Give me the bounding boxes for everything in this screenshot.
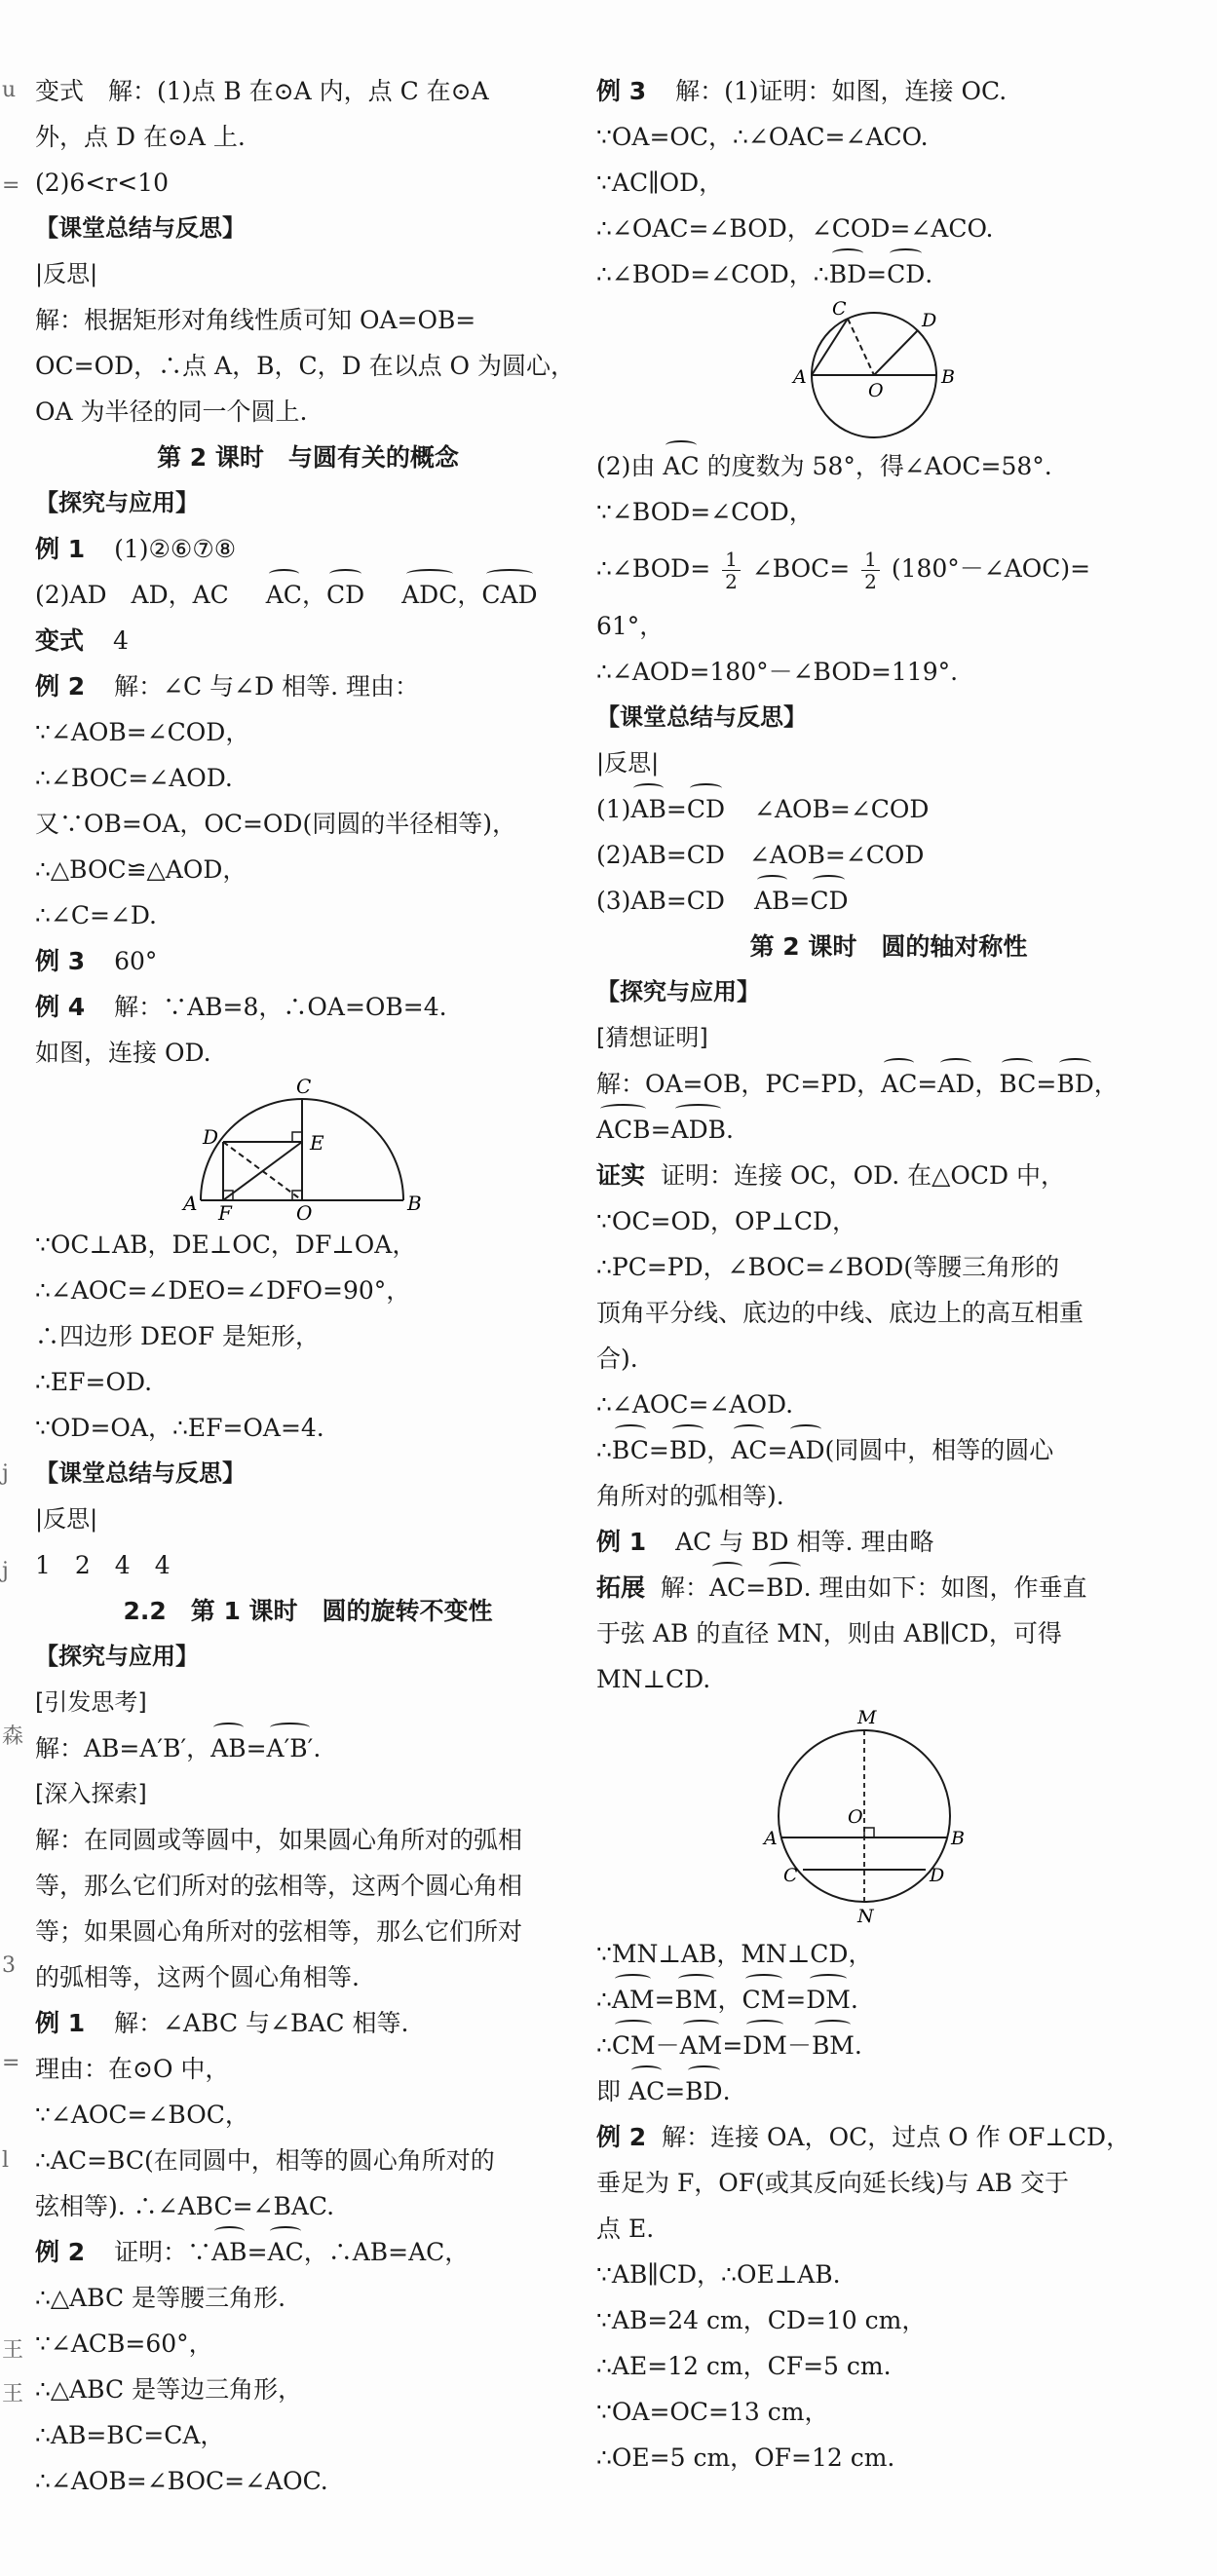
example-line	[596, 1565, 1181, 1610]
equals: =	[745, 1573, 767, 1602]
text-line: 角所对的弧相等).	[596, 1482, 784, 1510]
example-line	[35, 984, 581, 1030]
example-line	[35, 618, 581, 663]
equals: =	[1036, 1070, 1057, 1098]
text-line	[596, 1977, 1181, 2023]
arc-notation: AC	[709, 1565, 745, 1610]
point-label: A	[793, 366, 807, 388]
text-line	[596, 1107, 1181, 1153]
circle-diagram	[596, 297, 1181, 443]
section-heading: 【探究与应用】	[35, 489, 199, 516]
numerator: 1	[722, 549, 741, 571]
answer-text: (1)	[596, 795, 631, 823]
text-line: ∵∠AOC=∠BOC，	[35, 2101, 249, 2129]
arc-notation: AM	[680, 2023, 723, 2068]
example-label: 例 1	[596, 1528, 647, 1556]
fraction	[861, 549, 880, 592]
arc-notation: ADC	[401, 572, 457, 618]
text-line: 弦相等). ∴∠ABC=∠BAC.	[35, 2192, 335, 2220]
text-line: ∵AB=24 cm，CD=10 cm，	[596, 2306, 927, 2334]
text-line: ∴∠AOD=180°－∠BOD=119°.	[596, 658, 959, 686]
margin-mark: 3	[2, 1953, 16, 1978]
text-line: ∵AB∥CD，∴OE⊥AB.	[596, 2260, 841, 2289]
section-heading: 【课堂总结与反思】	[596, 703, 807, 731]
text-line	[596, 535, 1181, 603]
reflect-label: |反思|	[596, 749, 660, 777]
text-line: OC=OD，∴点 A，B，C，D 在以点 O 为圆心，	[35, 352, 575, 380]
example-label: 例 1	[35, 535, 86, 563]
right-column	[596, 68, 1181, 2481]
answer-text: 解：∵AB=8，∴OA=OB=4.	[114, 993, 447, 1021]
text-line: 合).	[596, 1345, 638, 1373]
arc-notation: DM	[806, 1977, 851, 2023]
arc-notation: AC	[881, 1061, 917, 1107]
point-label: C	[296, 1076, 312, 1098]
reflect-label: |反思|	[35, 260, 98, 287]
answer-text: ，∴AB=AC，	[303, 2238, 470, 2266]
margin-mark: u	[2, 78, 17, 102]
example-line	[35, 526, 581, 572]
text-line: ∴EF=OD.	[35, 1368, 153, 1396]
example-label: 例 4	[35, 993, 86, 1021]
text-line	[596, 2023, 1181, 2068]
text-line: ∴OE=5 cm，OF=12 cm.	[596, 2443, 895, 2472]
margin-mark: 王	[2, 2338, 24, 2363]
answer-text: ∴∠BOD=∠COD，∴	[596, 260, 829, 288]
extension-label: 拓展	[596, 1573, 646, 1602]
arc-notation: AM	[612, 1977, 655, 2023]
text-line	[35, 1725, 581, 1771]
text-line: 点 E.	[596, 2215, 655, 2243]
text-line: 等，那么它们所对的弦相等，这两个圆心角相	[35, 1872, 523, 1900]
text-line: 61°，	[596, 612, 665, 640]
arc-notation: BM	[675, 1977, 718, 2023]
period: .	[726, 1116, 734, 1144]
text-line: ∵MN⊥AB，MN⊥CD，	[596, 1940, 873, 1968]
point-label: C	[832, 298, 847, 320]
arc-notation: BM	[812, 2023, 855, 2068]
point-label: B	[951, 1828, 965, 1849]
arc-notation: CD	[810, 878, 848, 924]
numerator: 1	[861, 549, 880, 571]
arc-notation: AB	[211, 2229, 247, 2275]
separator: ，	[717, 1986, 742, 2014]
text-line: 解：在同圆或等圆中，如果圆心角所对的弧相	[35, 1826, 523, 1854]
margin-mark: =	[2, 2051, 20, 2075]
text-line: ∴∠C=∠D.	[35, 901, 157, 929]
arc-notation: CD	[687, 786, 725, 832]
equals: =	[666, 795, 687, 823]
text-line: 解：根据矩形对角线性质可知 OA=OB=	[35, 306, 476, 334]
chord-circle-figure	[596, 1702, 1181, 1931]
point-label: E	[310, 1131, 324, 1155]
answer-text: 60°	[114, 947, 158, 975]
arc-notation: BD	[829, 251, 866, 297]
chord-circle-diagram	[596, 1702, 1181, 1931]
arc-notation: BD	[685, 2068, 722, 2114]
variant-label: 变式	[35, 626, 85, 655]
point-label: O	[868, 380, 884, 401]
text-line	[596, 1061, 1181, 1107]
point-label: D	[930, 1865, 945, 1886]
text-line: ∴AC=BC(在同圆中，相等的圆心角所对的	[35, 2146, 495, 2175]
example-line	[35, 938, 581, 984]
point-label: B	[407, 1192, 422, 1215]
text-line	[596, 443, 1181, 489]
denominator: 2	[725, 570, 738, 593]
text-line: ∴PC=PD，∠BOC=∠BOD(等腰三角形的	[596, 1253, 1060, 1281]
answer-text: (2)由	[596, 452, 656, 480]
equals: =	[654, 1986, 675, 2014]
arc-notation: CD	[326, 572, 364, 618]
section-heading: 【探究与应用】	[35, 1643, 199, 1670]
equals: =	[648, 1436, 669, 1464]
text-line	[596, 878, 1181, 924]
subsection-box: [深入探索]	[35, 1780, 147, 1807]
arc-notation: A′B′	[267, 1725, 314, 1771]
point-label: D	[203, 1125, 219, 1149]
answer-text: 即	[596, 2077, 622, 2105]
answer-text: 解：连接 OA，OC，过点 O 作 OF⊥CD，	[662, 2123, 1131, 2151]
arc-notation: AC	[663, 443, 699, 489]
text-line: ∴AB=BC=CA，	[35, 2421, 225, 2449]
equals: =	[917, 1070, 938, 1098]
arc-notation: CM	[742, 1977, 786, 2023]
text-line: 垂足为 F，OF(或其反向延长线)与 AB 交于	[596, 2169, 1069, 2197]
arc-notation: AB	[210, 1725, 246, 1771]
arc-notation: CAD	[481, 572, 537, 618]
example-line	[596, 1153, 1181, 1198]
equals: =	[665, 2077, 686, 2105]
period: .	[722, 2077, 731, 2105]
section-heading: 【探究与应用】	[596, 978, 760, 1005]
text-line: 外，点 D 在⊙A 上.	[35, 123, 246, 151]
text-line: ∵∠ACB=60°，	[35, 2330, 213, 2358]
answer-text: 解：AB=A′B′，	[35, 1734, 211, 1762]
equals: =	[789, 887, 811, 915]
text-line: (2)6<r<10	[35, 169, 169, 197]
example-line	[35, 663, 581, 709]
text-line	[35, 572, 581, 618]
answer-text: ∴∠BOD=	[596, 554, 711, 583]
text-line	[596, 251, 1181, 297]
answer-text: AC 与 BD 相等. 理由略	[675, 1528, 934, 1556]
period: .	[854, 2031, 862, 2060]
text-line: ∵∠BOD=∠COD，	[596, 498, 814, 526]
margin-mark: l	[2, 2148, 10, 2173]
period: .	[850, 1986, 858, 2014]
minus: －	[655, 2031, 680, 2060]
answer-text: 解：	[661, 1573, 710, 1602]
answer-text: 证明：连接 OC，OD. 在△OCD 中，	[661, 1161, 1065, 1190]
example-label: 例 2	[35, 2238, 86, 2266]
equals: =	[866, 260, 888, 288]
subsection-box: [猜想证明]	[596, 1024, 708, 1051]
semicircle-figure	[35, 1076, 581, 1222]
text-line: ∵OD=OA，∴EF=OA=4.	[35, 1414, 324, 1442]
text-line: ∵OC⊥AB，DE⊥OC，DF⊥OA，	[35, 1231, 417, 1259]
text-line: ∴AE=12 cm，CF=5 cm.	[596, 2352, 892, 2380]
reflect-label: |反思|	[35, 1505, 98, 1533]
answer-text: (同圆中，相等的圆心	[824, 1436, 1054, 1464]
equals: =	[722, 2031, 743, 2060]
arc-notation: AC	[628, 2068, 665, 2114]
text-line: ∴∠AOC=∠DEO=∠DFO=90°，	[35, 1276, 411, 1305]
point-label: N	[857, 1906, 874, 1927]
text-line: 如图，连接 OD.	[35, 1039, 211, 1067]
point-label: B	[941, 366, 955, 388]
point-label: O	[296, 1201, 313, 1222]
answer-text: ∴	[596, 2031, 612, 2060]
example-label: 例 3	[35, 947, 86, 975]
separator: ，	[974, 1070, 1000, 1098]
example-label: 例 2	[596, 2123, 647, 2151]
answer-text: . 理由如下：如图，作垂直	[803, 1573, 1087, 1602]
text-line: (2)AB=CD ∠AOB=∠COD	[596, 841, 925, 869]
example-line	[35, 2229, 581, 2275]
example-line	[596, 1519, 1181, 1565]
arc-notation: BC	[612, 1427, 649, 1473]
answer-text: (1)②⑥⑦⑧	[114, 535, 237, 563]
answer-text: ∠BOC=	[751, 554, 851, 583]
margin-mark: j	[2, 1559, 9, 1583]
period: .	[925, 260, 933, 288]
minus: －	[786, 2031, 812, 2060]
text-line: ∵OC=OD，OP⊥CD，	[596, 1207, 857, 1235]
left-column	[35, 68, 581, 2504]
point-label: O	[848, 1806, 863, 1828]
text-line	[596, 2068, 1181, 2114]
text-line: 变式 解：(1)点 B 在⊙A 内，点 C 在⊙A	[35, 77, 489, 105]
answer-text: 4	[113, 626, 129, 655]
answer-text: 解：∠C 与∠D 相等. 理由：	[114, 672, 419, 701]
semicircle-diagram	[35, 1076, 581, 1222]
text-line: ∴△ABC 是等边三角形，	[35, 2375, 303, 2404]
separator: ，	[1093, 1070, 1119, 1098]
text-line: 又∵OB=OA，OC=OD(同圆的半径相等)，	[35, 810, 516, 838]
text-line: ∵∠AOB=∠COD，	[35, 718, 250, 746]
section-heading: 【课堂总结与反思】	[35, 214, 246, 242]
arc-notation: CD	[887, 251, 925, 297]
answer-text: 的度数为 58°，得∠AOC=58°.	[706, 452, 1052, 480]
subsection-box: [引发思考]	[35, 1688, 147, 1716]
margin-mark: 森	[2, 1724, 24, 1749]
equals: =	[650, 1116, 671, 1144]
text-line: ∵AC∥OD，	[596, 169, 724, 197]
arc-notation: BD	[669, 1427, 706, 1473]
verify-label: 证实	[596, 1161, 646, 1190]
text-line: MN⊥CD.	[596, 1665, 711, 1693]
example-line	[35, 2000, 581, 2046]
arc-notation: AD	[937, 1061, 974, 1107]
equals: =	[246, 1734, 267, 1762]
text-line: ∴△ABC 是等腰三角形.	[35, 2284, 286, 2312]
example-label: 例 2	[35, 672, 86, 701]
arc-notation: AB	[630, 786, 666, 832]
answer-text: ∴	[596, 1436, 612, 1464]
arc-notation: BD	[766, 1565, 803, 1610]
text-line: OA 为半径的同一个圆上.	[35, 398, 308, 426]
text-line: 等；如果圆心角所对的弦相等，那么它们所对	[35, 1917, 523, 1946]
separator: ，	[457, 581, 482, 609]
arc-notation: CM	[612, 2023, 656, 2068]
margin-mark: 王	[2, 2382, 24, 2406]
arc-notation: AC	[266, 572, 302, 618]
lesson-title: 第 2 课时 圆的轴对称性	[749, 932, 1028, 961]
arc-notation: AD	[787, 1427, 824, 1473]
text-line: 于弦 AB 的直径 MN，则由 AB∥CD，可得	[596, 1619, 1062, 1648]
text-line: ∴四边形 DEOF 是矩形，	[35, 1322, 321, 1350]
period: .	[313, 1734, 322, 1762]
example-label: 例 3	[596, 77, 647, 105]
answer-text: 证明：∵	[114, 2238, 212, 2266]
text-line: ∴∠BOC=∠AOD.	[35, 764, 233, 792]
text-line: 的弧相等，这两个圆心角相等.	[35, 1963, 360, 1991]
text-line: ∵OA=OC，∴∠OAC=∠ACO.	[596, 123, 929, 151]
point-label: A	[183, 1192, 198, 1215]
example-label: 例 1	[35, 2009, 86, 2037]
equals: =	[767, 1436, 788, 1464]
arc-notation: BD	[1056, 1061, 1093, 1107]
arc-notation: BC	[999, 1061, 1036, 1107]
point-label: C	[783, 1865, 798, 1886]
answer-text: (2)AD AD，AC	[35, 581, 229, 609]
text-line: ∵OA=OC=13 cm，	[596, 2398, 829, 2426]
equals: =	[785, 1986, 807, 2014]
circle-figure	[596, 297, 1181, 443]
arc-notation: ADB	[671, 1107, 726, 1153]
text-line: 顶角平分线、底边的中线、底边上的高互相重	[596, 1299, 1084, 1327]
section-heading: 【课堂总结与反思】	[35, 1459, 246, 1487]
lesson-title: 2.2 第 1 课时 圆的旋转不变性	[123, 1597, 493, 1625]
arc-notation: AC	[731, 1427, 767, 1473]
point-label: F	[218, 1201, 232, 1222]
arc-notation: AB	[754, 878, 789, 924]
separator: ，	[706, 1436, 732, 1464]
text-line: ∴∠OAC=∠BOD，∠COD=∠ACO.	[596, 214, 994, 243]
text-line: ∴△BOC≌△AOD，	[35, 855, 247, 884]
text-line	[596, 786, 1181, 832]
example-line	[596, 2114, 1181, 2160]
point-label: A	[764, 1828, 778, 1849]
text-line: ∴∠AOC=∠AOD.	[596, 1390, 794, 1419]
arc-notation: DM	[742, 2023, 787, 2068]
answer-text: ∴	[596, 1986, 612, 2014]
answer-text: ∠AOB=∠COD	[754, 795, 930, 823]
margin-mark: j	[2, 1461, 9, 1486]
arc-notation: ACB	[596, 1107, 651, 1153]
point-label: M	[857, 1707, 877, 1728]
fraction	[722, 549, 741, 592]
equals: =	[247, 2238, 268, 2266]
binding-margin	[0, 0, 24, 2576]
answer-text: 解：(1)证明：如图，连接 OC.	[675, 77, 1008, 105]
point-label: D	[922, 310, 937, 331]
arc-notation: AC	[268, 2229, 304, 2275]
answer-text: (3)AB=CD	[596, 887, 725, 915]
text-line	[596, 1427, 1181, 1473]
text-line: 理由：在⊙O 中，	[35, 2055, 230, 2083]
separator: ，	[301, 581, 326, 609]
text-line: ∴∠AOB=∠BOC=∠AOC.	[35, 2467, 328, 2495]
text-line: 1 2 4 4	[35, 1551, 171, 1579]
answer-text: 解：OA=OB，PC=PD，	[596, 1070, 882, 1098]
denominator: 2	[864, 570, 877, 593]
example-line	[596, 68, 1181, 114]
answer-text: 解：∠ABC 与∠BAC 相等.	[114, 2009, 409, 2037]
margin-mark: =	[2, 173, 20, 198]
lesson-title: 第 2 课时 与圆有关的概念	[157, 443, 459, 472]
answer-text: (180°－∠AOC)=	[891, 554, 1091, 583]
